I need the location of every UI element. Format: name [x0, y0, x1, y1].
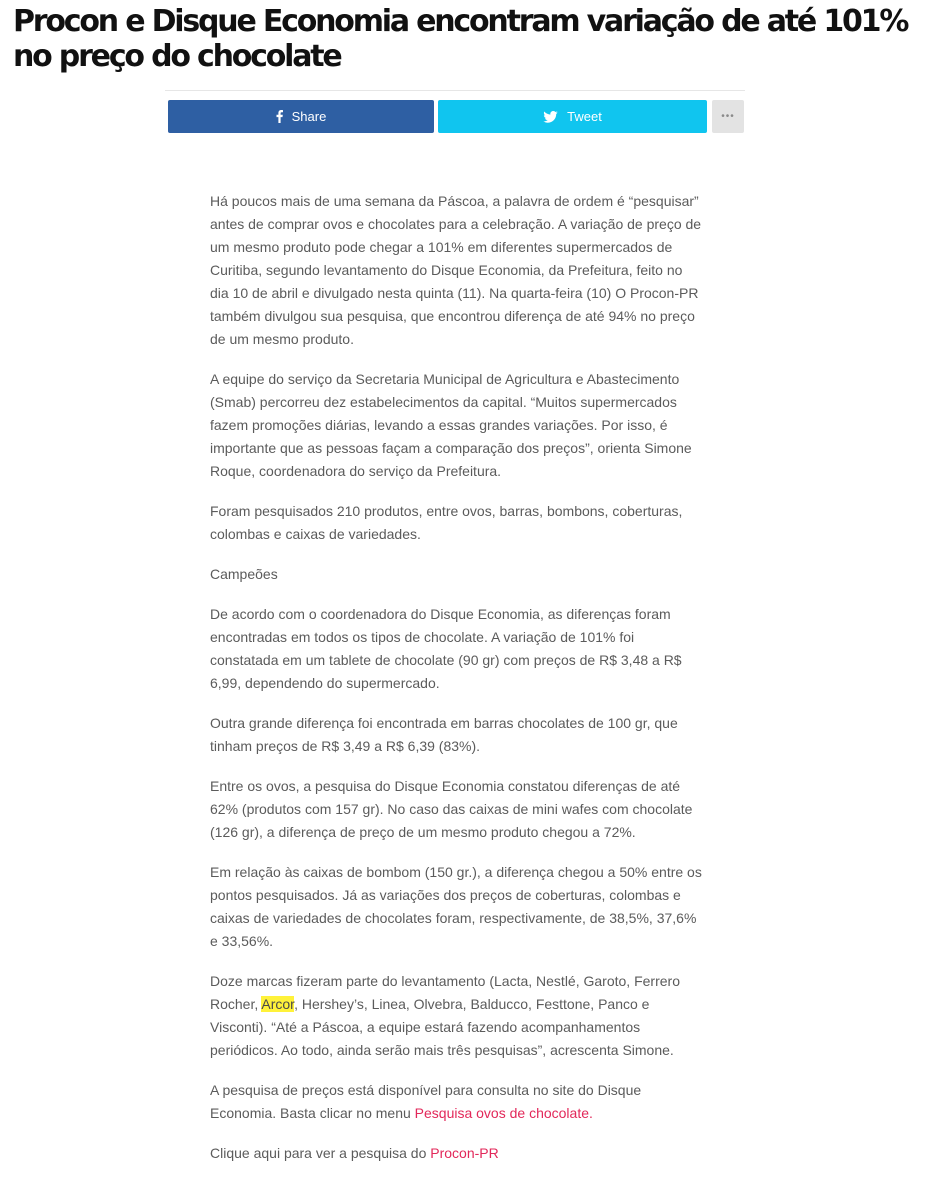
disque-text: A pesquisa de preços está disponível para consulta no site do Disque Economia. Basta clicar no menu	[210, 1082, 642, 1121]
article-paragraph-intro: Há poucos mais de uma semana da Páscoa, a palavra de ordem é “pesquisar” antes de comprar ovos e chocolates para a celebração. A variação de preço de um mesmo produto pode chegar a 101% em diferentes supermercados de Curitiba, segundo levantamento do Disque Economia, da Prefeitura, feito no dia 10 de abril e divulgado nesta quinta (11). Na quarta-feira (10) O Procon-PR também divulgou sua pesquisa, que encontrou diferença de até 94% no preço de um mesmo produto.	[210, 193, 702, 347]
share-bar	[168, 100, 744, 133]
more-dots-icon: •••	[721, 111, 735, 122]
brands-text-start: Doze marcas fizeram parte do levantamento (Lacta, Nestlé, Garoto, Ferrero Rocher,	[210, 973, 680, 1012]
article-title: Procon e Disque Economia encontram variação de até 101% no preço do chocolate	[13, 4, 908, 74]
twitter-icon	[543, 111, 558, 123]
article-paragraph-procon-link	[210, 1142, 702, 1165]
facebook-icon	[276, 110, 283, 123]
procon-pr-link[interactable]: Procon-PR	[430, 1145, 499, 1161]
article-paragraph-eggs: Entre os ovos, a pesquisa do Disque Economia constatou diferenças de até 62% (produtos com 157 gr). No caso das caixas de mini wafes com chocolate (126 gr), a diferença de preço de um mesmo produto chegou a 72%.	[210, 778, 693, 840]
procon-text: Clique aqui para ver a pesquisa do	[210, 1145, 431, 1161]
article-paragraph-products: Foram pesquisados 210 produtos, entre ovos, barras, bombons, coberturas, colombas e caixas de variedades.	[210, 503, 683, 542]
tweet-button[interactable]	[438, 100, 707, 133]
brands-text-end: , Hershey’s, Linea, Olvebra, Balducco, Festtone, Panco e Visconti). “Até a Páscoa, a equipe estará fazendo acompanhamentos periódicos. Ao todo, ainda serão mais três pesquisas”, acrescenta Simone.	[210, 996, 674, 1058]
article-paragraph-bars: Outra grande diferença foi encontrada em barras chocolates de 100 gr, que tinham preços de R$ 3,49 a R$ 6,39 (83%).	[210, 715, 678, 754]
article-paragraph-brands	[210, 970, 702, 1062]
article-paragraph-variation: De acordo com o coordenadora do Disque Economia, as diferenças foram encontradas em todos os tipos de chocolate. A variação de 101% foi constatada em um tablete de chocolate (90 gr) com preços de R$ 3,48 a R$ 6,99, dependendo do supermercado.	[210, 606, 682, 691]
tweet-label: Tweet	[567, 109, 602, 124]
facebook-share-button[interactable]	[168, 100, 434, 133]
article-paragraph-smab: A equipe do serviço da Secretaria Municipal de Agricultura e Abastecimento (Smab) percorreu dez estabelecimentos da capital. “Muitos supermercados fazem promoções diárias, levando a essas grandes variações. Por isso, é importante que as pessoas façam a comparação dos preços”, orienta Simone Roque, coordenadora do serviço da Prefeitura.	[210, 371, 692, 479]
facebook-share-label: Share	[291, 109, 327, 124]
article-subheading-campeoes: Campeões	[210, 566, 278, 582]
pesquisa-ovos-link[interactable]: Pesquisa ovos de chocolate.	[414, 1105, 593, 1121]
article-body	[210, 190, 702, 1182]
article-paragraph-disque-link	[210, 1079, 702, 1125]
highlighted-brand-arcor: Arcor	[261, 996, 295, 1012]
title-divider	[165, 90, 745, 91]
more-share-button[interactable]	[712, 100, 744, 133]
article-paragraph-bonbons: Em relação às caixas de bombom (150 gr.), a diferença chegou a 50% entre os pontos pesquisados. Já as variações dos preços de coberturas, colombas e caixas de variedades de chocolates foram, respectivamente, de 38,5%, 37,6% e 33,56%.	[210, 864, 702, 949]
